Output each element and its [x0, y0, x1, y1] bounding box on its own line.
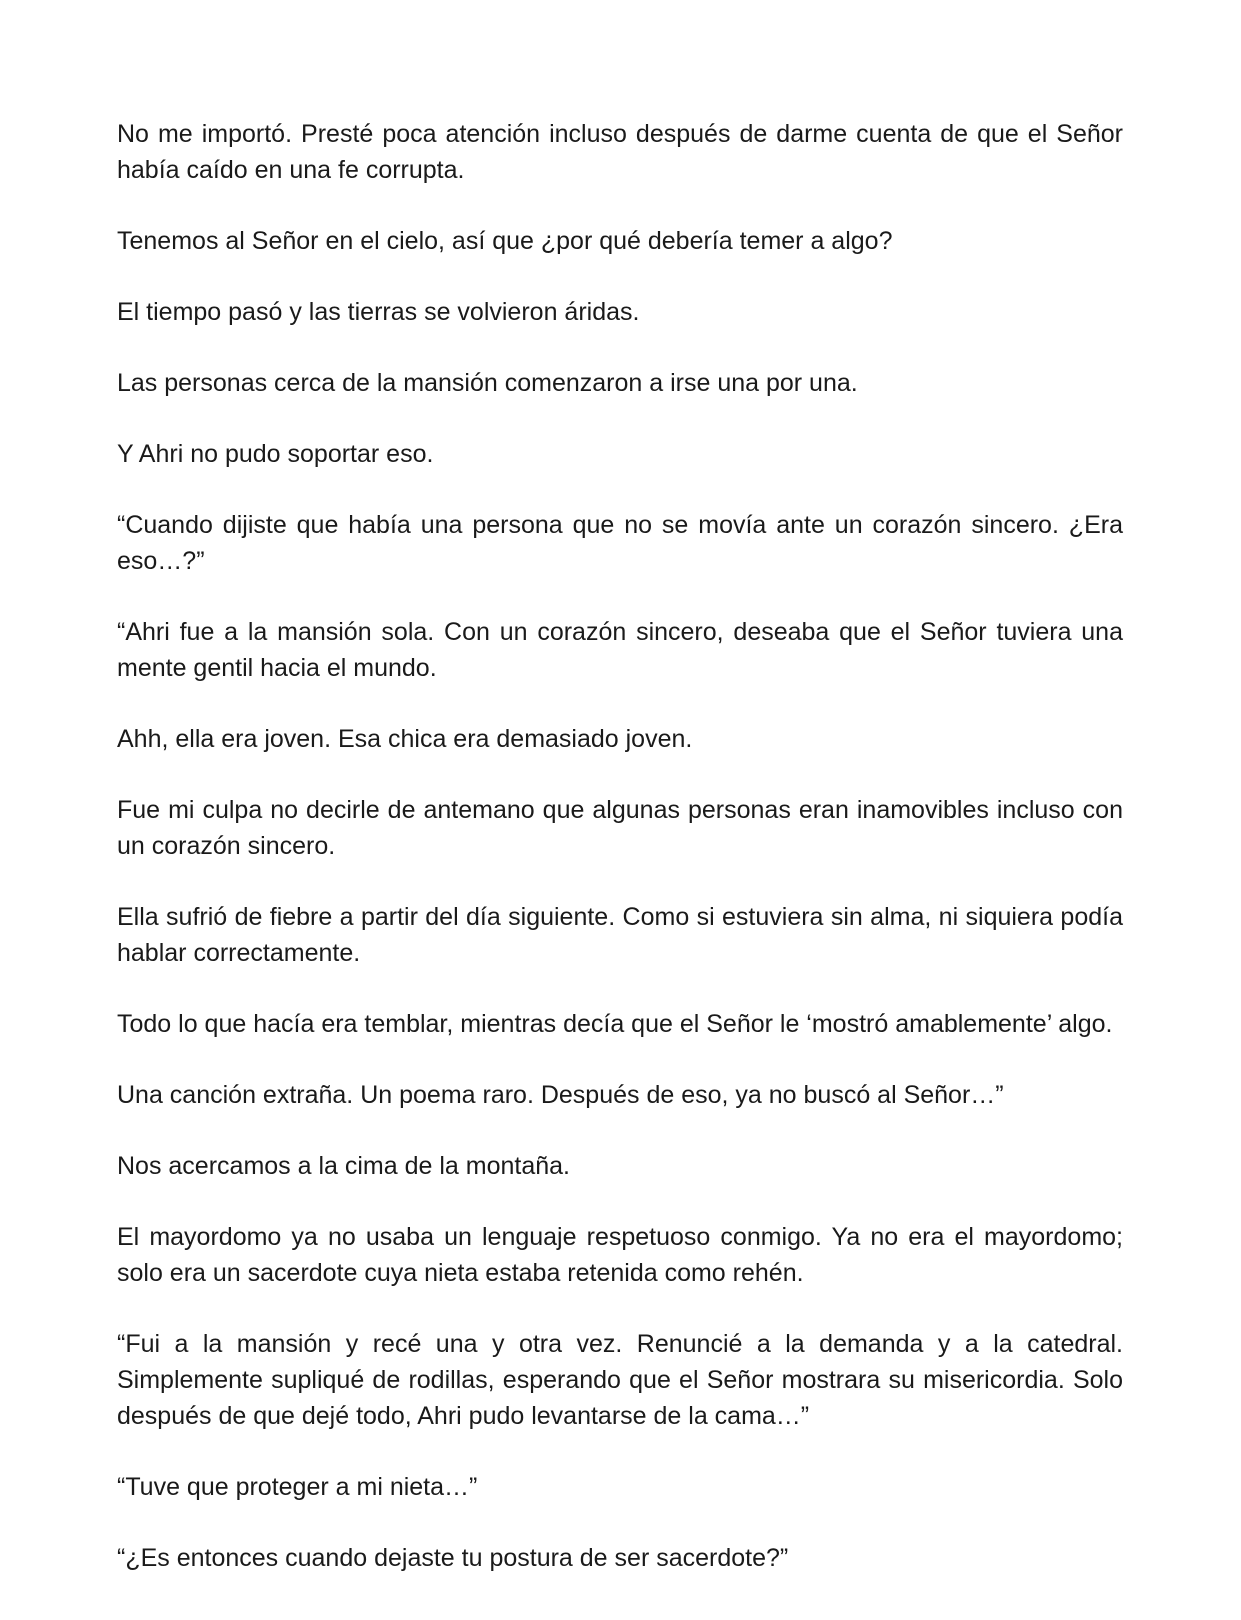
paragraph: “¿Es entonces cuando dejaste tu postura de ser sacerdote?”	[117, 1544, 789, 1572]
paragraph: Las personas cerca de la mansión comenzaron a irse una por una.	[117, 369, 858, 397]
paragraph: Ahh, ella era joven. Esa chica era demasiado joven.	[117, 725, 693, 753]
paragraph: Fue mi culpa no decirle de antemano que algunas personas eran inamovibles incluso con un corazón sincero.	[117, 796, 1123, 860]
paragraph: Todo lo que hacía era temblar, mientras decía que el Señor le ‘mostró amablemente’ algo.	[117, 1010, 1113, 1038]
paragraph: “Cuando dijiste que había una persona que no se movía ante un corazón sincero. ¿Era eso…?”	[117, 511, 1123, 575]
paragraph: El mayordomo ya no usaba un lenguaje respetuoso conmigo. Ya no era el mayordomo; solo era un sacerdote cuya nieta estaba retenida como rehén.	[117, 1223, 1123, 1287]
paragraph: Una canción extraña. Un poema raro. Después de eso, ya no buscó al Señor…”	[117, 1081, 1004, 1109]
paragraph: Nos acercamos a la cima de la montaña.	[117, 1152, 570, 1180]
paragraph: Tenemos al Señor en el cielo, así que ¿por qué debería temer a algo?	[117, 227, 893, 255]
paragraph: “Tuve que proteger a mi nieta…”	[117, 1473, 478, 1501]
paragraph: “Ahri fue a la mansión sola. Con un corazón sincero, deseaba que el Señor tuviera una mente gentil hacia el mundo.	[117, 618, 1123, 682]
paragraph: Ella sufrió de fiebre a partir del día siguiente. Como si estuviera sin alma, ni siquiera podía hablar correctamente.	[117, 903, 1123, 967]
paragraph: Y Ahri no pudo soportar eso.	[117, 440, 434, 468]
document-page	[117, 116, 1123, 1576]
paragraph: No me importó. Presté poca atención incluso después de darme cuenta de que el Señor había caído en una fe corrupta.	[117, 120, 1123, 184]
paragraph: El tiempo pasó y las tierras se volvieron áridas.	[117, 298, 640, 326]
paragraph: “Fui a la mansión y recé una y otra vez. Renuncié a la demanda y a la catedral. Simplemente supliqué de rodillas, esperando que el Señor mostrara su misericordia. Solo después de que dejé todo, Ahri pudo levantarse de la cama…”	[117, 1330, 1123, 1430]
